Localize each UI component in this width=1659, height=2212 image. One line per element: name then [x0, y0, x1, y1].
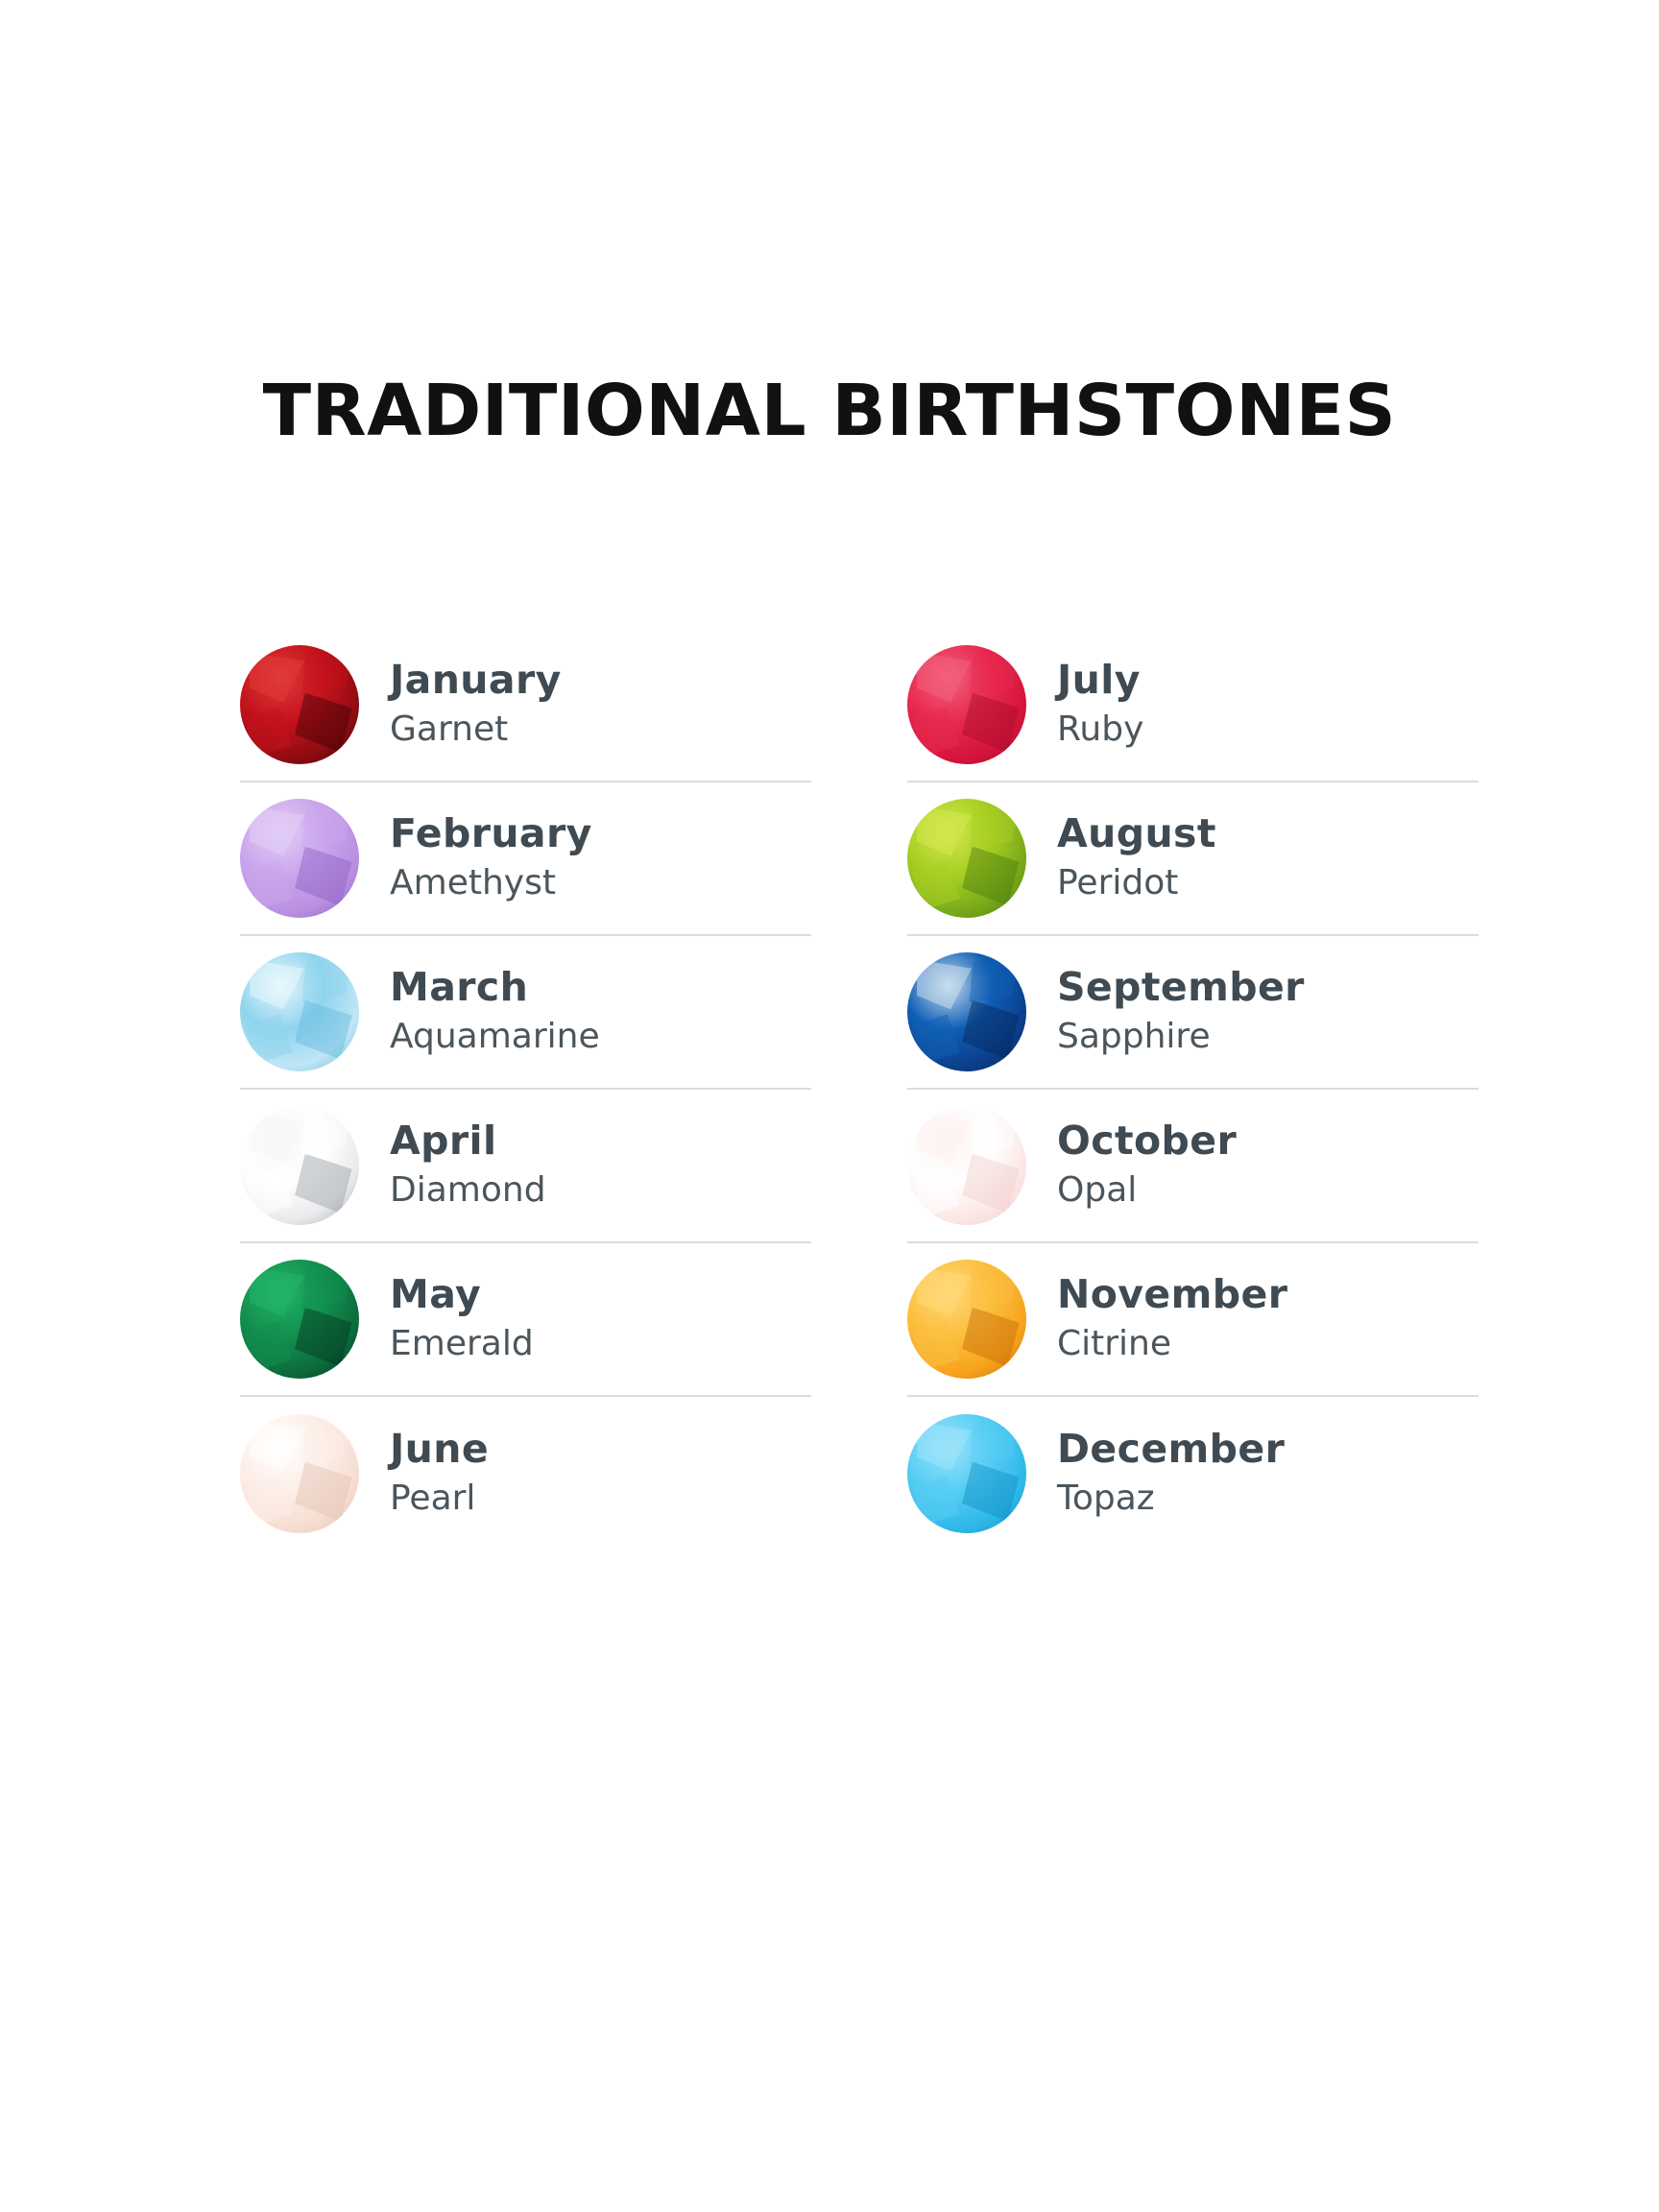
aquamarine-gem-icon — [240, 952, 359, 1071]
emerald-gem-icon — [240, 1260, 359, 1379]
birthstone-labels — [390, 1273, 534, 1364]
list-item — [240, 629, 811, 782]
list-item — [907, 1397, 1479, 1551]
stone-label: Amethyst — [390, 863, 556, 903]
month-label: November — [1057, 1271, 1288, 1318]
birthstone-labels — [1057, 1428, 1285, 1519]
list-item — [240, 1397, 811, 1551]
month-label: December — [1057, 1426, 1286, 1473]
birthstone-column-right — [907, 629, 1479, 1551]
birthstone-labels — [1057, 966, 1305, 1057]
list-item — [240, 782, 811, 936]
stone-label: Citrine — [1057, 1324, 1172, 1364]
list-item — [907, 1090, 1479, 1243]
list-item — [240, 1090, 811, 1243]
list-item — [240, 1243, 811, 1397]
stone-label: Peridot — [1057, 863, 1179, 903]
stone-label: Topaz — [1057, 1479, 1155, 1519]
birthstone-labels — [1057, 812, 1216, 903]
stone-label: Aquamarine — [390, 1017, 600, 1057]
birthstone-labels — [1057, 659, 1143, 750]
birthstone-labels — [390, 1428, 489, 1519]
peridot-gem-icon — [907, 799, 1026, 918]
birthstone-labels — [1057, 1273, 1287, 1364]
month-label: September — [1057, 964, 1305, 1011]
stone-label: Pearl — [390, 1479, 476, 1519]
month-label: May — [390, 1271, 482, 1318]
month-label: July — [1057, 657, 1141, 704]
sapphire-gem-icon — [907, 952, 1026, 1071]
stone-label: Emerald — [390, 1324, 534, 1364]
opal-gem-icon — [907, 1106, 1026, 1225]
month-label: February — [390, 810, 592, 857]
list-item — [907, 629, 1479, 782]
amethyst-gem-icon — [240, 799, 359, 918]
birthstone-grid — [240, 629, 1479, 1551]
stone-label: Sapphire — [1057, 1017, 1211, 1057]
list-item — [907, 1243, 1479, 1397]
garnet-gem-icon — [240, 645, 359, 764]
citrine-gem-icon — [907, 1260, 1026, 1379]
list-item — [907, 936, 1479, 1090]
diamond-gem-icon — [240, 1106, 359, 1225]
month-label: October — [1057, 1118, 1238, 1165]
birthstone-column-left — [240, 629, 811, 1551]
stone-label: Ruby — [1057, 709, 1144, 750]
birthstone-labels — [390, 966, 600, 1057]
ruby-gem-icon — [907, 645, 1026, 764]
month-label: April — [390, 1118, 497, 1165]
month-label: January — [390, 657, 562, 704]
birthstone-labels — [390, 812, 592, 903]
page-title: TRADITIONAL BIRTHSTONES — [262, 370, 1397, 452]
month-label: March — [390, 964, 529, 1011]
topaz-gem-icon — [907, 1414, 1026, 1533]
birthstone-labels — [390, 1119, 546, 1211]
pearl-gem-icon — [240, 1414, 359, 1533]
birthstone-labels — [390, 659, 562, 750]
month-label: June — [390, 1426, 490, 1473]
birthstone-labels — [1057, 1119, 1237, 1211]
stone-label: Garnet — [390, 709, 509, 750]
list-item — [907, 782, 1479, 936]
list-item — [240, 936, 811, 1090]
month-label: August — [1057, 810, 1216, 857]
stone-label: Opal — [1057, 1170, 1138, 1211]
stone-label: Diamond — [390, 1170, 546, 1211]
